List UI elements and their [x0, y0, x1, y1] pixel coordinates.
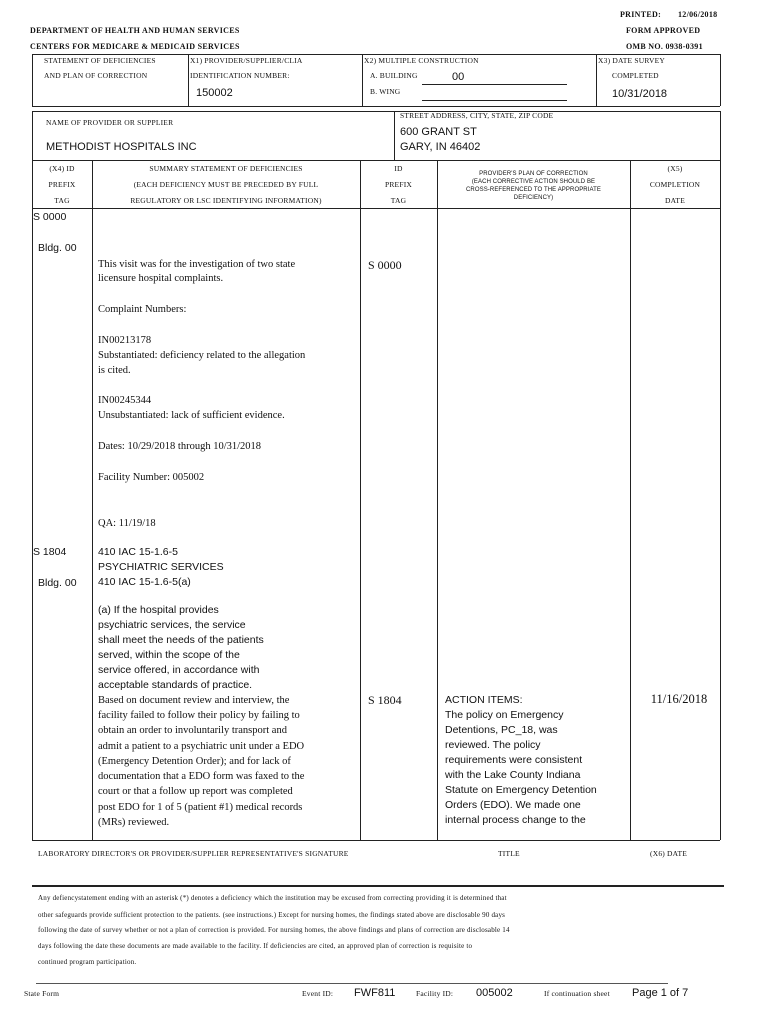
disclaimer-line-3: days following the date these documents are made available to the facility. If deficiencies are cited, an approved plan of correction is requisite to	[38, 942, 473, 950]
col-summary-3: REGULATORY OR LSC IDENTIFYING INFORMATION)	[130, 196, 322, 205]
continuation-label: If continuation sheet	[544, 989, 610, 998]
provider-name-value: METHODIST HOSPITALS INC	[46, 141, 197, 153]
finding-body-8: (MRs) reviewed.	[98, 817, 170, 828]
provider-name-label: NAME OF PROVIDER OR SUPPLIER	[46, 118, 174, 127]
provider-id-value: 150002	[196, 87, 233, 99]
intro-line-2: licensure hospital complaints.	[98, 273, 224, 284]
finding-body-0: Based on document review and interview, the	[98, 695, 290, 706]
finding-body-1: facility failed to follow their policy by failing to	[98, 710, 300, 721]
address-line-2: GARY, IN 46402	[400, 141, 481, 153]
signature-date-label: (X6) DATE	[650, 849, 688, 858]
intro-line-1: This visit was for the investigation of two state	[98, 259, 296, 270]
event-id-label: Event ID:	[302, 989, 334, 998]
qa-date: QA: 11/19/18	[98, 518, 156, 529]
department-title: DEPARTMENT OF HEALTH AND HUMAN SERVICES	[30, 26, 240, 35]
construction-label: X2) MULTIPLE CONSTRUCTION	[364, 56, 479, 65]
title-label: TITLE	[498, 849, 520, 858]
complaint-1-number: IN00213178	[98, 335, 152, 346]
col-id-1: ID	[394, 164, 403, 173]
state-form-label: State Form	[24, 989, 60, 998]
col-x5-3: DATE	[665, 196, 685, 205]
finding-body-3: admit a patient to a psychiatric unit under a EDO	[98, 741, 305, 752]
plan-body-8: internal process change to the	[445, 814, 586, 826]
statement-label-2: AND PLAN OF CORRECTION	[44, 71, 148, 80]
complaint-2-number: IN00245344	[98, 395, 152, 406]
col-x5-1: (X5)	[667, 164, 683, 173]
rule-line-1: 410 IAC 15-1.6-5	[98, 546, 178, 558]
complaint-label: Complaint Numbers:	[98, 304, 187, 315]
col-plan-2: (EACH CORRECTIVE ACTION SHOULD BE	[471, 179, 596, 185]
disclaimer-line-1: other safeguards provide sufficient protection to the patients. (see instructions.) Except for nursing homes, the findings stated above are disclosable 90 days	[38, 911, 506, 919]
wing-label: B. WING	[370, 87, 401, 96]
plan-body-0: ACTION ITEMS:	[445, 694, 523, 706]
col-summary-2: (EACH DEFICIENCY MUST BE PRECEDED BY FULL	[133, 180, 319, 189]
finding-body-4: (Emergency Detention Order); and for lack of	[98, 756, 291, 767]
printed-label: PRINTED:	[620, 10, 662, 19]
finding-body-6: court or that a follow up report was completed	[98, 786, 293, 797]
col-x4-2: PREFIX	[48, 180, 76, 189]
rule-body-5: acceptable standards of practice.	[98, 679, 253, 691]
facility-id-value: 005002	[476, 987, 513, 999]
bldg-label-2: Bldg. 00	[38, 577, 77, 589]
omb-number: OMB NO. 0938-0391	[626, 42, 703, 51]
event-id-value: FWF811	[354, 987, 396, 999]
provider-id-label-1: X1) PROVIDER/SUPPLIER/CLIA	[190, 56, 303, 65]
id-tag-s1804: S 1804	[368, 693, 402, 707]
survey-dates: Dates: 10/29/2018 through 10/31/2018	[98, 441, 262, 452]
provider-id-label-2: IDENTIFICATION NUMBER:	[190, 71, 290, 80]
rule-line-3: 410 IAC 15-1.6-5(a)	[98, 576, 191, 588]
rule-body-1: psychiatric services, the service	[98, 619, 246, 631]
complaint-1-line-1: Substantiated: deficiency related to the allegation	[98, 350, 306, 361]
plan-body-5: with the Lake County Indiana	[445, 769, 581, 781]
finding-body-2: obtain an order to involuntarily transport and	[98, 725, 287, 736]
rule-line-2: PSYCHIATRIC SERVICES	[98, 561, 224, 573]
complaint-1-line-2: is cited.	[98, 365, 131, 376]
col-x4-1: (X4) ID	[49, 164, 75, 173]
id-tag-s0000: S 0000	[368, 258, 402, 272]
rule-body-3: served, within the scope of the	[98, 649, 240, 661]
col-plan-3: CROSS-REFERENCED TO THE APPROPRIATE	[465, 187, 602, 193]
address-label: STREET ADDRESS, CITY, STATE, ZIP CODE	[400, 111, 554, 120]
col-x4-3: TAG	[54, 196, 70, 205]
form-approved: FORM APPROVED	[626, 26, 701, 35]
signature-label: LABORATORY DIRECTOR'S OR PROVIDER/SUPPLIER REPRESENTATIVE'S SIGNATURE	[38, 849, 349, 858]
bldg-label-1: Bldg. 00	[38, 242, 77, 254]
complaint-2-line-1: Unsubstantiated: lack of sufficient evidence.	[98, 410, 285, 421]
plan-body-1: The policy on Emergency	[445, 709, 564, 721]
statement-label-1: STATEMENT OF DEFICIENCIES	[44, 56, 156, 65]
rule-body-4: service offered, in accordance with	[98, 664, 260, 676]
building-label: A. BUILDING	[370, 71, 418, 80]
col-id-3: TAG	[390, 196, 407, 205]
printed-date: 12/06/2018	[678, 10, 718, 19]
finding-body-7: post EDO for 1 of 5 (patient #1) medical records	[98, 802, 303, 813]
plan-body-7: Orders (EDO). We made one	[445, 799, 581, 811]
date-survey-label-2: COMPLETED	[612, 71, 659, 80]
date-survey-value: 10/31/2018	[612, 88, 668, 100]
address-line-1: 600 GRANT ST	[400, 126, 477, 138]
tag-s0000: S 0000	[33, 211, 67, 223]
finding-body-5: documentation that a EDO form was faxed to the	[98, 771, 305, 782]
disclaimer-line-0: Any defiencystatement ending with an asterisk (*) denotes a deficiency which the institution may be excused from correcting providing it is determined that	[38, 894, 507, 902]
facility-number: Facility Number: 005002	[98, 472, 205, 483]
building-value: 00	[452, 71, 465, 83]
disclaimer-line-4: continued program participation.	[38, 958, 137, 966]
page-number: Page 1 of 7	[632, 987, 689, 999]
completion-date-s1804: 11/16/2018	[650, 692, 708, 706]
col-plan-4: DEFICIENCY)	[513, 195, 554, 201]
col-summary-1: SUMMARY STATEMENT OF DEFICIENCIES	[149, 164, 303, 173]
col-plan-1: PROVIDER'S PLAN OF CORRECTION	[479, 171, 588, 177]
facility-id-label: Facility ID:	[416, 989, 454, 998]
plan-body-2: Detentions, PC_18, was	[445, 724, 558, 736]
col-id-2: PREFIX	[384, 180, 413, 189]
centers-title: CENTERS FOR MEDICARE & MEDICAID SERVICES	[30, 42, 240, 51]
plan-body-3: reviewed. The policy	[445, 739, 541, 751]
tag-s1804: S 1804	[33, 546, 67, 558]
col-x5-2: COMPLETION	[649, 180, 701, 189]
plan-body-4: requirements were consistent	[445, 754, 583, 766]
rule-body-0: (a) If the hospital provides	[98, 604, 219, 616]
plan-body-6: Statute on Emergency Detention	[445, 784, 597, 796]
date-survey-label-1: X3) DATE SURVEY	[598, 56, 665, 65]
rule-body-2: shall meet the needs of the patients	[98, 634, 264, 646]
disclaimer-line-2: following the date of survey whether or not a plan of correction is provided. For nursing homes, the above findings and plans of correction are disclosable 14	[38, 926, 510, 934]
